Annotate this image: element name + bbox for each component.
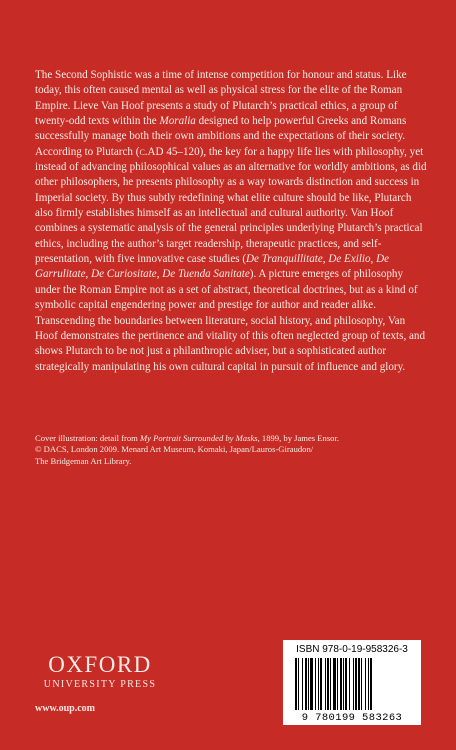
- credit-artwork-title: My Portrait Surrounded by Masks: [140, 433, 258, 443]
- barcode-bar: [310, 658, 313, 710]
- barcode-bar: [340, 658, 342, 710]
- barcode-icon: [293, 658, 411, 712]
- barcode-bar: [330, 658, 331, 710]
- credit-text: Cover illustration: detail from: [35, 433, 141, 443]
- barcode-bar: [295, 658, 297, 710]
- blurb-text: ). A picture emerges of philosophy under the Roman Empire not as a set of abstract, theoretical doctrines, but as a kind of symbolic capital engendering power and prestige for author and reader alike. Transcending the boundaries between literature, social history, and philosophy, Van Hoof demonstrates the pertinence and vitality of this often neglected group of texts, and shows Plutarch to be not just a philanthropic adviser, but a sophisticated author strategically manipulating his own cultural capital in pursuit of influence and glory.: [35, 268, 426, 373]
- barcode-bar: [298, 658, 299, 710]
- barcode-bar: [302, 658, 303, 710]
- barcode-bar: [325, 658, 326, 710]
- publisher-url[interactable]: www.oup.com: [35, 703, 96, 714]
- credit-line: © DACS, London 2009. Menard Art Museum, Komaki, Japan/Lauros-Giraudon/: [35, 444, 314, 455]
- barcode-bar: [343, 658, 344, 710]
- separator: ,: [156, 268, 163, 281]
- barcode-bar: [370, 658, 372, 710]
- barcode-digits: 9 780199 583263: [301, 712, 403, 724]
- blurb-title-de-tuenda-sanitate: De Tuenda Sanitate: [162, 268, 250, 281]
- barcode-bar: [315, 658, 316, 710]
- barcode-bar: [318, 658, 319, 710]
- isbn-barcode-box: [283, 640, 421, 725]
- barcode-bar: [355, 658, 357, 710]
- barcode-bar: [358, 658, 360, 710]
- blurb-title-de-garrulitate: De Garrulitate: [35, 253, 390, 281]
- separator: ,: [85, 268, 92, 281]
- cover-illustration-credit: [35, 433, 435, 467]
- barcode-bar: [305, 658, 307, 710]
- blurb-text: The Second Sophistic was a time of intense competition for honour and status. Like today, this often caused mental as well as physical stress for the elite of the Roman Empire. Lieve Van Hoof presents a study of Plutarch’s practical ethics, a group of twenty-odd texts within the: [35, 69, 407, 128]
- barcode-bar: [337, 658, 338, 710]
- isbn-label: ISBN 978-0-19-958326-3: [296, 644, 408, 655]
- blurb-text: ), the key for a happy life lies with philosophy, yet instead of advancing philosophical values as an alternative for worldly ambitions, as did other philosophers, he presents philosophy as a way towards distinction and success in Imperial society. By thus subtly redefining what elite culture should be like, Plutarch also firmly establishes himself as an intellectual and cultural authority. Van Hoof combines a systematic analysis of the general principles underlying Plutarch’s practical ethics, including the author’s target readership, therapeutic practices, and self-presentation, with five innovative case studies (: [35, 145, 427, 266]
- blurb-era: c.AD 45–120: [139, 145, 200, 158]
- barcode-bar: [308, 658, 309, 710]
- separator: ,: [322, 253, 329, 266]
- back-cover-blurb: [35, 68, 427, 375]
- blurb-title-de-tranquillitate: De Tranquillitate: [246, 253, 323, 266]
- barcode-bar: [320, 658, 322, 710]
- blurb-title-de-curiositate: De Curiositate: [91, 268, 157, 281]
- credit-text: , 1899, by James Ensor.: [257, 433, 340, 443]
- barcode-bar: [345, 658, 347, 710]
- barcode-bar: [333, 658, 336, 710]
- credit-line: The Bridgeman Art Library.: [35, 455, 132, 466]
- blurb-text: designed to help powerful Greeks and Romans successfully manage both their own ambitions and the expectations of their society. According to Plutarch (: [35, 115, 407, 158]
- barcode-bar: [368, 658, 369, 710]
- barcode-bar: [327, 658, 329, 710]
- barcode-bar: [353, 658, 354, 710]
- barcode-bar: [349, 658, 350, 710]
- blurb-title-moralia: Moralia: [159, 115, 196, 128]
- publisher-name: OXFORD: [48, 652, 152, 677]
- separator: ,: [370, 253, 377, 266]
- publisher-subname: UNIVERSITY PRESS: [43, 679, 157, 690]
- blurb-title-de-exilio: De Exilio: [328, 253, 371, 266]
- barcode-bar: [365, 658, 366, 710]
- publisher-logo: [35, 653, 165, 690]
- barcode-bar: [361, 658, 362, 710]
